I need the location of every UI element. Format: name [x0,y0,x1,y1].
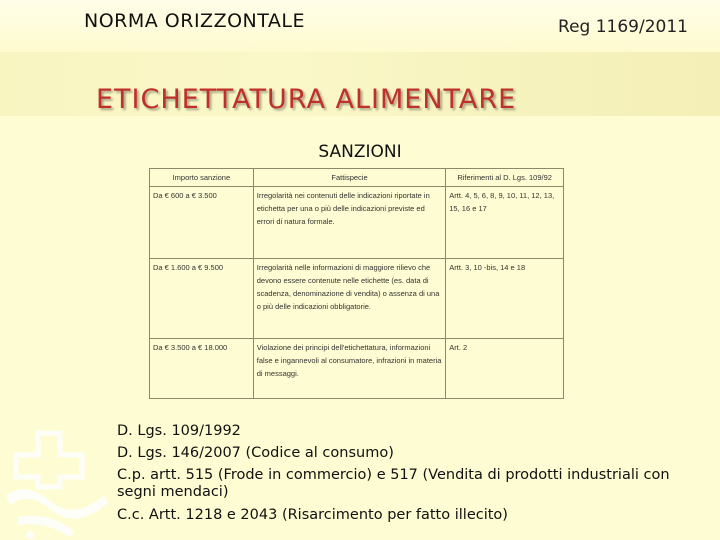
table-cell: Art. 2 [446,339,564,399]
reference-item: C.p. artt. 515 (Frode in commercio) e 517 (Vendita di prodotti industriali con segni mendaci) [117,467,670,500]
reference-item: D. Lgs. 109/1992 [117,423,241,439]
table-cell: Artt. 3, 10 -bis, 14 e 18 [446,259,564,339]
reference-item: C.c. Artt. 1218 e 2043 (Risarcimento per fatto illecito) [117,507,508,523]
table-row [150,187,564,259]
table-row [150,339,564,399]
table-cell: Irregolarità nei contenuti delle indicazioni riportate in etichetta per una o più delle indicazioni previste ed errori di natura formale. [253,187,446,259]
reference-item: D. Lgs. 146/2007 (Codice al consumo) [117,445,394,461]
table-cell: Da € 3.500 a € 18.000 [150,339,254,399]
table-cell: Artt. 4, 5, 6, 8, 9, 10, 11, 12, 13, 15, 16 e 17 [446,187,564,259]
table-cell: Da € 1.600 a € 9.500 [150,259,254,339]
table-cell: Da € 600 a € 3.500 [150,187,254,259]
table-header-cell: Importo sanzione [150,169,254,187]
table-row [150,259,564,339]
table-header-cell: Riferimenti al D. Lgs. 109/92 [446,169,564,187]
header-right-title: Reg 1169/2011 [558,17,688,37]
table-cell: Irregolarità nelle informazioni di maggiore rilievo che devono essere contenute nelle etichette (es. data di scadenza, denominazione di vendita) o assenza di una o più delle indicazioni obbligatorie. [253,259,446,339]
table-header-row [150,169,564,187]
main-title: ETICHETTATURA ALIMENTARE [96,84,517,115]
references-list [117,420,707,526]
table-header-cell: Fattispecie [253,169,446,187]
table-cell: Violazione dei principi dell'etichettatura, informazioni false e ingannevoli al consumatore, infrazioni in materia di messaggi. [253,339,446,399]
pharmacy-cross-logo-icon [0,425,110,540]
sanctions-table [149,168,564,399]
header-left-title: NORMA ORIZZONTALE [84,10,305,32]
section-title: SANZIONI [318,142,402,162]
